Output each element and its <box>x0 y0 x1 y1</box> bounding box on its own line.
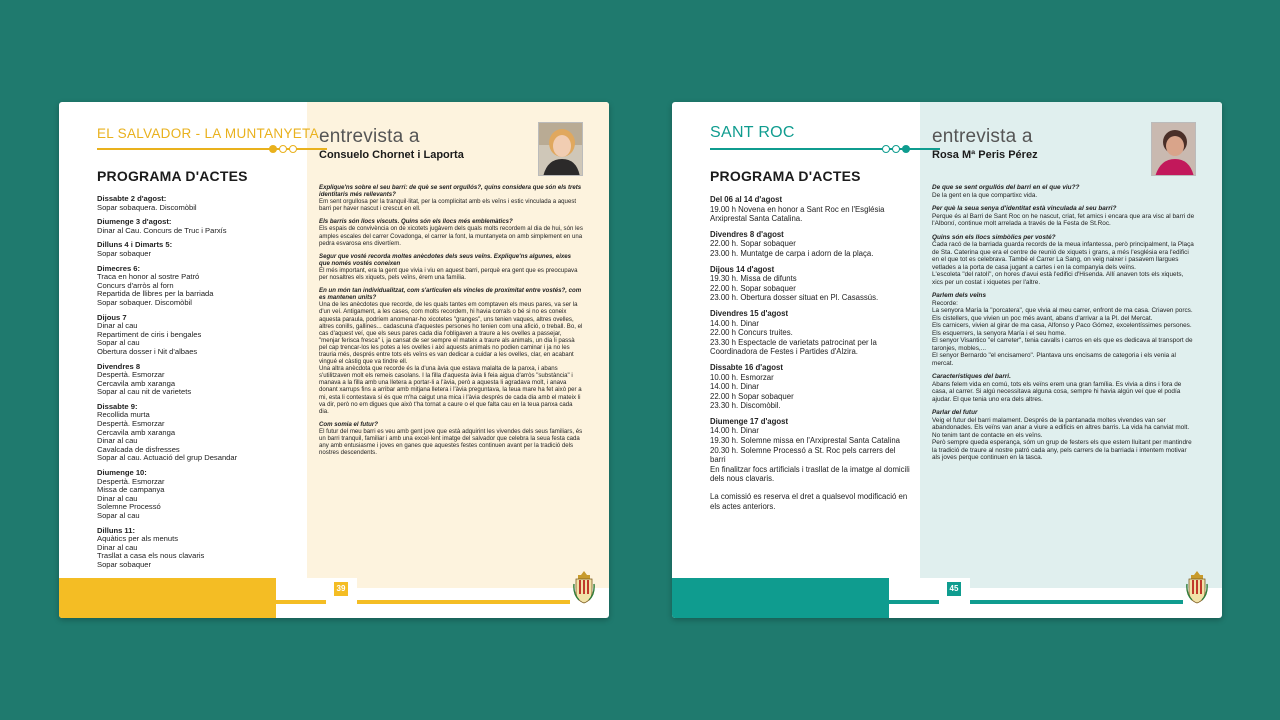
barrio-title: SANT ROC <box>710 124 795 141</box>
interviewee-name: Consuelo Chornet i Laporta <box>319 149 464 161</box>
qa-block <box>319 287 583 415</box>
schedule-day <box>97 314 297 357</box>
schedule-event <box>710 484 910 492</box>
schedule-event: 23.00 h. Obertura dosser situat en Pl. Casassús. <box>710 293 879 303</box>
schedule-event: Despertà. Esmorzar <box>97 370 165 380</box>
schedule-event: La comissió es reserva el dret a qualsevol modificació en els actes anteriors. <box>710 492 908 511</box>
magazine-page-salvador <box>59 102 609 618</box>
schedule-day <box>97 403 297 463</box>
crest-logo-icon <box>1186 570 1208 604</box>
schedule-day <box>710 309 910 357</box>
interview-answer: Els espais de convivència on de xicotets jugàvem dels quals molts recordem al dia de hui, són les amples escales del carrer Covadonga, el carrer la font, la muntanyeta on amb simplement en una pedra esvarosa ens divertíem. <box>319 225 583 247</box>
dot-icon <box>902 145 910 153</box>
interview-question: Característiques del barri. <box>932 373 1011 380</box>
schedule-day-heading: Diumenge 17 d'agost <box>710 416 789 426</box>
schedule-event: Obertura dosser i Nit d'albaes <box>97 346 198 356</box>
schedule-event: Sopar al cau <box>97 338 140 348</box>
schedule-day <box>97 218 297 235</box>
schedule-day-heading: Divendres 15 d'agost <box>710 308 789 318</box>
schedule-day-heading: Divendres 8 d'agost <box>710 229 784 239</box>
page-number: 39 <box>334 582 348 596</box>
programa-title: PROGRAMA D'ACTES <box>710 168 861 184</box>
interviewee-photo <box>1151 122 1196 176</box>
schedule-day-heading: Dilluns 4 i Dimarts 5: <box>97 240 173 250</box>
schedule-event: 14.00 h. Dinar <box>710 382 759 392</box>
schedule-event: Sopar sobaquer <box>97 559 152 569</box>
schedule-event: 22.00 h Sopar sobaquer <box>710 391 794 401</box>
qa-block <box>932 234 1196 287</box>
schedule-event: Despertà. Esmorzar <box>97 476 165 486</box>
dot-icon <box>269 145 277 153</box>
schedule-event: Sopar sobaquer. Discomòbil <box>97 297 192 307</box>
schedule-event: 14.00 h. Dinar <box>710 426 759 436</box>
interview-answer: Els carnicers, vivien al girar de ma casa, Alfonso y Paco Gómez, excelentíssimes persones. <box>932 322 1192 329</box>
interview-question: Els barris són llocs viscuts. Quins són els llocs més emblemàtics? <box>319 218 513 226</box>
interview-answer: El futur del meu barri es veu amb gent jove que està adquirint les vivendes dels seus familiars, és un barri tranquil, familiar i amb una excel·lent imatge del salvador que celebra la seua festa cada any amb entusiasme i joves en ganes que aquestes festes continuen avant per la tradició dels nostres descendents. <box>319 427 583 457</box>
footer-line <box>970 600 1183 604</box>
interview-question: Quins són els llocs simbòlics per vosté? <box>932 233 1056 241</box>
schedule-day <box>97 195 297 212</box>
interview-label: entrevista a <box>319 126 420 147</box>
schedule-event: Cercavila amb xaranga <box>97 378 176 388</box>
interview-header <box>319 126 464 161</box>
schedule-event: En finalitzar focs artificials i trasllat de la imatge al domicili dels nous clavaris. <box>710 464 910 484</box>
schedule-day-heading: Del 06 al 14 d'agost <box>710 195 783 204</box>
schedule-event: 22.00 h. Sopar sobaquer <box>710 283 796 293</box>
interview-answer: Abans felem vida en comú, tots els veïns erem una gran família. Es vivia a dins i fora de casa, al carrer. Si algú necessitava alguna cosa, sempre hi havia algún veí que el podía ajudar. El que tenia uno era dels altres. <box>932 380 1182 403</box>
footer-line <box>357 600 570 604</box>
magazine-page-sant-roc <box>672 102 1222 618</box>
qa-block <box>319 184 583 212</box>
interview-answer: Una de les anècdotes que recorde, de les quals tantes em comptaven els meus pares, va ser la d'un veí. Antigament, a les cases, com molts recordem, hi havia corrals o bé si no es coneix aquesta paraula, podríem anomenar-ho xicotetes "granges", uns tenien vaques, altres ovelles, altres conills, gallines... cadascuna d'aquestes persones ho tenien com una afició, o treball. Bo, el cas d'aquest veí, que els seus pares cada dia l'obligaven a traure a les ovelles a passejar, "menjar ferisca fresca" i, ja cansat de ser sempre el mateix a traure als animals, un dia li passà pel cap trencar-los les potes a les ovelles i així aquests animals no podien caminar i ja no les trauria més, després entre tots els veïns es van dedicar a cuidar a les ovelles, clar, en acabant vingué el càstig que va tindre ell. <box>319 301 583 366</box>
schedule-event: 22.00 h. Sopar sobaquer <box>710 239 796 249</box>
page-number: 45 <box>947 582 961 596</box>
interviewee-photo <box>538 122 583 176</box>
schedule-event: Dinar al cau <box>97 493 138 503</box>
qa-block <box>932 373 1196 403</box>
interview-question: Segur que vosté recorda moltes anècdotes dels seus veïns. Explique'ns algunes, eixes que només vostés coneixen <box>319 252 572 267</box>
footer-line <box>889 600 939 604</box>
crest-logo-icon <box>573 570 595 604</box>
interview-answer: Però sempre queda esperança, sóm un grup de festers els que estem lluitant per mantindre la tradició de traure al nostre patró cada any, pels carrers de la barriada i intentem motivar als joves perque continuen en la tasca. <box>932 439 1192 461</box>
schedule-day-heading: Dijous 7 <box>97 312 127 322</box>
schedule-day-heading: Dilluns 11: <box>97 525 135 535</box>
schedule-event: 19.30 h. Solemne missa en l'Arxiprestal Santa Catalina <box>710 436 901 446</box>
schedule-event: 10.00 h. Esmorzar <box>710 372 774 382</box>
schedule-event: Sopar al cau. Actuació del grup Desandar <box>97 453 238 463</box>
qa-block <box>932 205 1196 228</box>
qa-block <box>932 292 1196 367</box>
schedule-day-heading: Dissabte 9: <box>97 401 138 411</box>
interview-body <box>932 184 1196 468</box>
schedule-day <box>97 527 297 570</box>
interview-answer: Em sent orgullosa per la tranquil·litat, per la complicitat amb els veïns i estic vinculada a aquest barri per haver nascut i crescut en ell. <box>319 198 577 213</box>
schedule-day-heading: Diumenge 3 d'agost: <box>97 217 172 227</box>
interview-answer: El senyor Bernardo "el encisamero". Plantava uns encisams de categoria i els venia al mercat. <box>932 352 1176 367</box>
interview-question: Explique'ns sobre el seu barri: de què se sent orgullós?, quins considera que són els trets identitaris més rellevants? <box>319 184 582 199</box>
interview-header <box>932 126 1038 161</box>
schedule-day <box>97 363 297 397</box>
schedule-event: Sopar al cau nit de varietets <box>97 387 192 397</box>
schedule-event: Sopar sobaquera. Discomòbil <box>97 202 197 212</box>
schedule-day-heading: Divendres 8 <box>97 361 141 371</box>
dot-icon <box>289 145 297 153</box>
schedule-event: 23.30 h Espectacle de varietats patrocinat per la Coordinadora de Festes i Partides d'Alzira. <box>710 337 877 357</box>
schedule-event: 23.00 h. Muntatge de carpa i adorn de la plaça. <box>710 248 874 258</box>
dot-icon <box>892 145 900 153</box>
schedule-day-heading: Dijous 14 d'agost <box>710 264 775 274</box>
interview-answer: El senyor Visantico "el carreter", tenia cavalls i carros en els que es dedicava al transport de taronjes, mobles,... <box>932 337 1193 352</box>
schedule-event: 19.00 h Novena en honor a Sant Roc en l'Església Arxiprestal Santa Catalina. <box>710 204 885 224</box>
interview-answer: Recorde: <box>932 299 958 307</box>
interview-answer: La senyora María la "porcatera", que vivia al meu carrer, enfront de ma casa. Criaven porcs. <box>932 307 1193 314</box>
schedule-event: Trasllat a casa els nous clavaris <box>97 551 205 561</box>
schedule-event: Repartida de llibres per la barriada <box>97 289 214 299</box>
qa-block <box>319 218 583 246</box>
schedule-day <box>97 469 297 521</box>
qa-block <box>932 184 1196 199</box>
schedule-day <box>97 265 297 308</box>
interview-answer: Els cistellers, que vivien un poc més avant, abans d'arrivar a la Pl. del Mercat. <box>932 314 1153 322</box>
schedule-day <box>710 230 910 259</box>
footer-band <box>672 578 889 618</box>
interview-answer: De la gent en la que compartixc vida. <box>932 191 1038 199</box>
interview-question: Per què la seua senya d'identitat està vinculada al seu barri? <box>932 205 1117 212</box>
schedule-day-heading: Dissabte 2 d'agost: <box>97 194 167 203</box>
schedule-event: 19.30 h. Missa de difunts <box>710 274 797 284</box>
schedule-day <box>710 265 910 303</box>
schedule-event: Recollida murta <box>97 410 150 420</box>
programa-title: PROGRAMA D'ACTES <box>97 168 248 184</box>
schedule-event: Traca en honor al sostre Patró <box>97 272 200 282</box>
schedule-day <box>710 363 910 411</box>
schedule-event: Concurs d'arròs al forn <box>97 280 174 290</box>
interview-answer: Una altra anècdota que recorde és la d'una àvia que estava malalta de la panxa, i abans s'utilitzaven molt els remeis casolans. I la filla d'aquesta àvia li feia aigua d'arròs "substància" i manava a la filla amb una lletera a portar-li a l'àvia, però a aquesta li agradava molt, i anava donant xarrups fins a arribar amb mitjana lletera i l'àvia preguntava, la teua mare ha fet això per a mi, esta li contestava sí és que m'ha caigut una mica i l'àvia després de cada dia amb el mateix li va dir, però no em digues que això t'ha tornat a caure o el que falta cau en la teua panxa cada dia. <box>319 365 582 415</box>
schedule-event: Cavalcada de disfresses <box>97 444 180 454</box>
interview-question: Com somia el futur? <box>319 420 378 428</box>
interview-question: En un món tan individualitzat, com s'articulen els vincles de proximitat entre vostés?, com es mantenen units? <box>319 287 582 302</box>
schedule-event: Dinar al cau <box>97 321 138 331</box>
schedule-day-heading: Dissabte 16 d'agost <box>710 362 783 372</box>
interview-answer: Cada racó de la barriada guarda records de la meua infantessa, però principalment, la Plaça de Sta. Caterina que era el centre de reunió de xiquets i grans, a més l'església era l'edifici en el que tot es celebrava. També el Carrer La Sang, on veig naixer i pasavem llargues vetlades a la porta de casa jugant a cartes i en la companyia dels veïns. <box>932 241 1194 271</box>
schedule-event: Cercavila amb xaranga <box>97 427 176 437</box>
footer-line <box>276 600 326 604</box>
interview-label: entrevista a <box>932 126 1033 147</box>
schedule-event: 20.30 h. Solemne Processó a St. Roc pels carrers del barri <box>710 445 896 465</box>
interview-question: Parlem dels veïns <box>932 292 986 299</box>
schedule-event: Aquàtics per als menuts <box>97 534 179 544</box>
schedule-event: Dinar al cau <box>97 436 138 446</box>
schedule-event: Sopar al cau <box>97 511 140 520</box>
schedule-event: 14.00 h. Dinar <box>710 318 759 328</box>
interviewee-name: Rosa Mª Peris Pérez <box>932 149 1038 161</box>
dot-icon <box>882 145 890 153</box>
interview-answer: Els esquerrers, la senyora María i el seu home. <box>932 329 1066 337</box>
interview-answer: Perque és al Barri de Sant Roc on he nascut, criat, fet amics i encara que ara visc al barri de l'Alborxí, continue molt arrelada a través de la Festa de St.Roc. <box>932 212 1195 227</box>
qa-block <box>932 409 1196 462</box>
schedule-event: 22.00 h Concurs truites. <box>710 328 793 338</box>
schedule-list <box>97 195 297 576</box>
schedule-event: Dinar al Cau. Concurs de Truc i Parxís <box>97 225 227 235</box>
qa-block <box>319 421 583 456</box>
footer-band <box>59 578 276 618</box>
schedule-list <box>710 195 910 517</box>
barrio-title: EL SALVADOR - LA MUNTANYETA <box>97 126 319 141</box>
schedule-day-heading: Diumenge 10: <box>97 468 147 478</box>
schedule-event: Sopar sobaquer <box>97 248 152 258</box>
schedule-event: Despertà. Esmorzar <box>97 419 165 429</box>
schedule-event: Missa de campanya <box>97 485 165 495</box>
dot-icon <box>279 145 287 153</box>
interview-answer: El més important, era la gent que vivia i viu en aquest barri, perquè era gent que es preocupava per nosaltres els xiquets, pels veïns, érem una família. <box>319 266 578 282</box>
interview-body <box>319 184 583 462</box>
interview-question: Parlar del futur <box>932 409 978 416</box>
schedule-event: Repartiment de ciris i bengales <box>97 329 202 339</box>
interview-answer: L'escoleta "del ratolí", on hores d'avui està l'edifici d'Hisenda. Allí anaven tots els xiquets, xics per un costat i xiquetes per l'altre. <box>932 271 1184 286</box>
interview-question: De que se sent orgullós del barri en el que viu?? <box>932 184 1080 191</box>
schedule-event: 23.30 h. Discomòbil. <box>710 401 781 411</box>
schedule-day <box>710 195 910 224</box>
schedule-event: Dinar al cau <box>97 542 138 552</box>
schedule-event: Solemne Processó <box>97 502 161 512</box>
interview-answer: Veig el futur del barri malament. Després de la pantanada moltes vivendes van ser abandonades. Els veïns van anar a viure a edificis en altres barris. La vida ha canviat molt. No tenim tant de contacte en els veïns. <box>932 416 1190 439</box>
schedule-day <box>710 417 910 511</box>
qa-block <box>319 253 583 281</box>
schedule-day-heading: Dimecres 6: <box>97 263 141 273</box>
schedule-day <box>97 241 297 258</box>
